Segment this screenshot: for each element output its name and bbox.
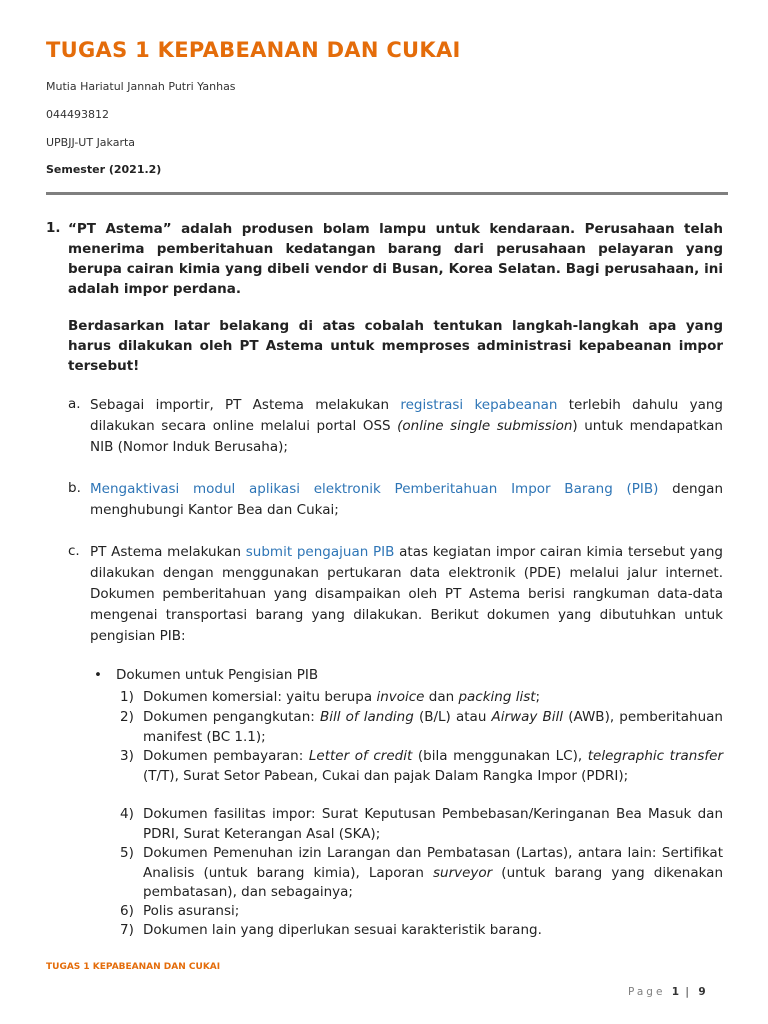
bullet-icon: •: [94, 667, 102, 683]
answer-a-text: Sebagai importir, PT Astema melakukan registrasi kepabeanan terlebih dahulu yang dilakukan secara online melalui portal OSS (online single submission) untuk mendapatkan NIB (Nomor Induk Berusaha);: [90, 397, 724, 455]
answer-c-text: PT Astema melakukan submit pengajuan PIB atas kegiatan impor cairan kimia tersebut yang dilakukan dengan menggunakan pertukaran data elektronik (PDE) melalui jalur internet. Dokumen pemberitahuan yang disampaikan oleh PT Astema berisi rangkuman data-data mengenai transportasi barang yang dilakukan. Berikut dokumen yang dibutuhkan untuk pengisian PIB:: [90, 544, 723, 644]
answer-b-text: Mengaktivasi modul aplikasi elektronik Pemberitahuan Impor Barang (PIB) dengan menghubungi Kantor Bea dan Cukai;: [90, 481, 723, 518]
list-item: Dokumen pengangkutan: Bill of landing (B/L) atau Airway Bill (AWB), pemberitahuan manifest (BC 1.1);: [143, 709, 723, 745]
list-item-number: 1): [120, 689, 134, 705]
list-item: Dokumen pembayaran: Letter of credit (bila menggunakan LC), telegraphic transfer (T/T), Surat Setor Pabean, Cukai dan pajak Dalam Rangka Impor (PDRI);: [143, 748, 723, 784]
header-divider: [46, 192, 728, 195]
answer-c-highlight: submit pengajuan PIB: [245, 544, 395, 560]
question-intro: “PT Astema” adalah produsen bolam lampu untuk kendaraan. Perusahaan telah menerima pemberitahuan kedatangan barang dari perusahaan pelayaran yang berupa cairan kimia yang dibeli vendor di Busan, Korea Selatan. Bagi perusahaan, ini adalah impor perdana.: [68, 221, 723, 297]
list-item: Polis asuransi;: [143, 903, 240, 919]
list-item-number: 3): [120, 748, 134, 764]
answer-b-highlight: Mengaktivasi modul aplikasi elektronik Pemberitahuan Impor Barang (PIB): [90, 481, 659, 497]
list-item: Dokumen fasilitas impor: Surat Keputusan Pembebasan/Keringanan Bea Masuk dan PDRI, Surat Keterangan Asal (SKA);: [143, 806, 723, 842]
question-number: 1.: [46, 220, 61, 236]
author-name: Mutia Hariatul Jannah Putri Yanhas: [46, 80, 236, 93]
list-item-number: 6): [120, 903, 134, 919]
list-item: Dokumen Pemenuhan izin Larangan dan Pembatasan (Lartas), antara lain: Sertifikat Analisis (untuk barang kimia), Laporan surveyor (untuk barang yang dikenakan pembatasan), dan sebagainya;: [143, 845, 724, 900]
list-item-number: 7): [120, 922, 134, 938]
page-number: Page 1 | 9: [628, 986, 706, 998]
list-item-number: 4): [120, 806, 134, 822]
footer-title: TUGAS 1 KEPABEANAN DAN CUKAI: [46, 962, 221, 972]
semester-label: Semester (2021.2): [46, 163, 162, 176]
list-item-number: 5): [120, 845, 134, 861]
student-id: 044493812: [46, 108, 109, 121]
list-item-number: 2): [120, 709, 134, 725]
answer-c-label: c.: [68, 543, 80, 559]
document-title: TUGAS 1 KEPABEANAN DAN CUKAI: [46, 38, 461, 62]
list-item: Dokumen komersial: yaitu berupa invoice dan packing list;: [143, 689, 541, 705]
answer-a-label: a.: [68, 396, 81, 412]
doc-list-heading: Dokumen untuk Pengisian PIB: [116, 667, 319, 683]
list-item: Dokumen lain yang diperlukan sesuai karakteristik barang.: [143, 922, 542, 938]
answer-b-label: b.: [68, 480, 81, 496]
upbjj-location: UPBJJ-UT Jakarta: [46, 136, 136, 149]
answer-a-highlight: registrasi kepabeanan: [400, 397, 558, 413]
question-prompt: Berdasarkan latar belakang di atas cobalah tentukan langkah-langkah apa yang harus dilakukan oleh PT Astema untuk memproses administrasi kepabeanan impor tersebut!: [68, 318, 723, 374]
